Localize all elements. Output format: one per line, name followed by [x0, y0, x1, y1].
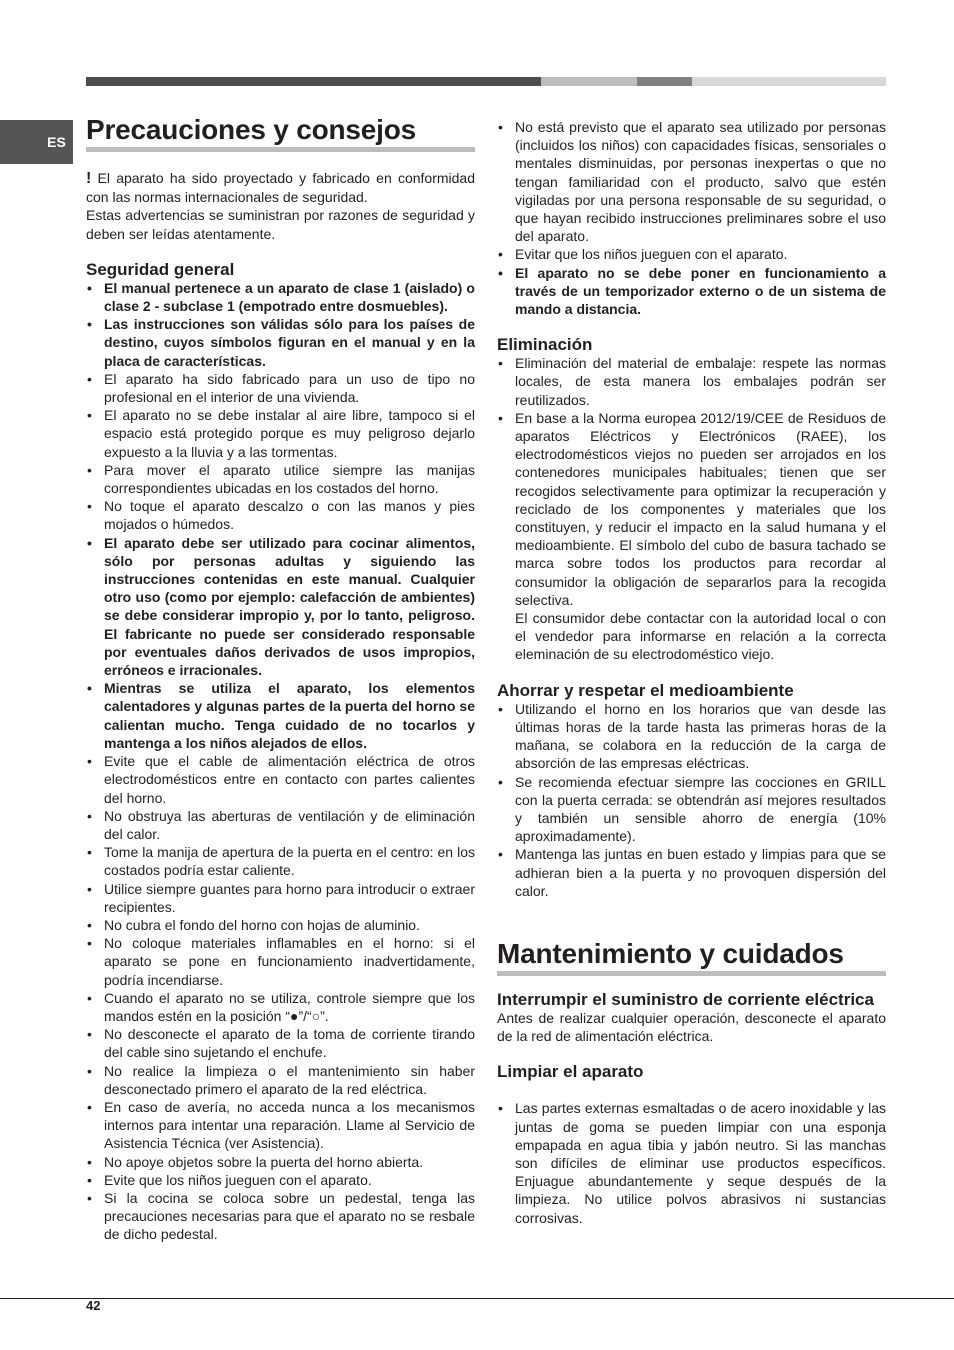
disposal-note: El consumidor debe contactar con la autoridad local o con el vendedor para informarse en relación a la correcta eleminación de su electrodoméstico viejo.: [515, 610, 886, 663]
list-item: [86, 1062, 475, 1098]
bullet-icon: •: [498, 119, 503, 135]
list-item-text: Eliminación del material de embalaje: respete las normas locales, de esta manera los embalajes podrán ser reutilizados.: [515, 355, 886, 408]
list-item-text: Las partes externas esmaltadas o de acero inoxidable y las juntas de goma se pueden limpiar con una esponja empapada en agua tibia y jabón neutro. Si las manchas son difíciles de eliminar use productos específicos. Enjuague abundantemente y seque después de la limpieza. No utilice polvos abrasivos ni sustancias corrosivas.: [515, 1100, 886, 1226]
list-item-text: Cuando el aparato no se utiliza, controle siempre que los mandos estén en la posición “●”/“○”.: [104, 989, 475, 1024]
list-item: [86, 497, 475, 533]
list-item-text: No obstruya las aberturas de ventilación y de eliminación del calor.: [104, 807, 475, 842]
list-item-text: Para mover el aparato utilice siempre las manijas correspondientes ubicadas en los costados del horno.: [104, 461, 475, 497]
list-item-text: El aparato no se debe instalar al aire libre, tampoco si el espacio está protegido porque es muy peligroso dejarlo expuesto a la lluvia y a las tormentas.: [104, 407, 475, 460]
list-item: [497, 118, 886, 245]
list-item-text: Tome la manija de apertura de la puerta en el centro: en los costados podría estar caliente.: [104, 844, 475, 879]
list-item: [86, 752, 475, 807]
list-item: [86, 461, 475, 497]
cleaning-list: [497, 1099, 886, 1226]
section-title-precautions: Precauciones y consejos: [86, 113, 475, 152]
intro-paragraph-2: Estas advertencias se suministran por razones de seguridad y deben ser leídas atentamente.: [86, 207, 475, 242]
intro-paragraph: [86, 169, 475, 206]
bullet-icon: •: [498, 700, 503, 717]
header-color-bar: [86, 77, 886, 86]
safety-list: [86, 279, 475, 1244]
list-item-text: Evite que los niños jueguen con el aparato.: [104, 1171, 372, 1188]
bullet-icon: •: [87, 880, 92, 897]
bullet-icon: •: [87, 753, 92, 770]
header-bar-segment-dark: [86, 77, 541, 86]
bullet-icon: •: [498, 246, 503, 263]
list-item: [86, 1153, 475, 1171]
list-item-text: No toque el aparato descalzo o con las manos y pies mojados o húmedos.: [104, 498, 475, 533]
bullet-icon: •: [498, 846, 503, 863]
list-item: [86, 370, 475, 406]
bullet-icon: •: [498, 773, 503, 790]
list-item-text: El aparato no se debe poner en funcionamiento a través de un temporizador externo o de un sistema de mando a distancia.: [515, 264, 886, 318]
bullet-icon: •: [498, 1100, 503, 1117]
bullet-icon: •: [87, 316, 92, 333]
list-item-text: Mantenga las juntas en buen estado y limpias para que se adhieran bien a la puerta y no provoquen dispersión del calor.: [515, 846, 886, 899]
left-column: [86, 113, 475, 1244]
list-item-text: El aparato ha sido fabricado para un uso de tipo no profesional en el interior de una vivienda.: [104, 370, 475, 406]
list-item-text: En base a la Norma europea 2012/19/CEE de Residuos de aparatos Eléctricos y Electrónicos (RAEE), los electrodomésticos viejos no pueden ser arrojados en los contenedores municipales habituales; tienen que ser recogidos selectivamente para optimizar la recuperación y reciclado de los componentes y materiales que los constituyen, y reducir el impacto en la salud humana y el medioambiente. El símbolo del cubo de basura tachado se marca sobre todos los productos para recordar al consumidor la obligación de separarlos para la recogida selectiva.: [515, 409, 886, 608]
list-item: [86, 880, 475, 916]
right-column: [497, 118, 886, 1227]
power-off-text: Antes de realizar cualquier operación, desconecte el aparato de la red de alimentación eléctrica.: [497, 1009, 886, 1045]
list-item: [86, 279, 475, 315]
list-item: [497, 245, 886, 263]
list-item-text: No desconecte el aparato de la toma de corriente tirando del cable sino sujetando el enchufe.: [104, 1026, 475, 1061]
header-bar-segment-mid: [637, 77, 692, 86]
list-item: [497, 1099, 886, 1226]
list-item: [86, 807, 475, 843]
bullet-icon: •: [87, 989, 92, 1006]
bullet-icon: •: [87, 461, 92, 478]
bullet-icon: •: [87, 935, 92, 952]
list-item: [497, 354, 886, 409]
heading-environment: Ahorrar y respetar el medioambiente: [497, 680, 794, 700]
list-item: [497, 845, 886, 900]
bullet-icon: •: [87, 370, 92, 387]
list-item: [86, 534, 475, 680]
bullet-icon: •: [87, 680, 92, 697]
list-item-text: No está previsto que el aparato sea utilizado por personas (incluidos los niños) con capacidades físicas, sensoriales o mentales disminuidas, por personas inexpertas o que no tengan familiaridad con el producto, salvo que estén vigiladas por una persona responsable de su seguridad, o que hayan recibido instrucciones preliminares sobre el uso del aparato.: [515, 119, 886, 245]
disposal-list: [497, 354, 886, 609]
list-item-text: En caso de avería, no acceda nunca a los mecanismos internos para intentar una reparación. Llame al Servicio de Asistencia Técnica (ver Asistencia).: [104, 1098, 475, 1152]
header-bar-segment-pale: [692, 77, 886, 86]
list-item: [86, 1025, 475, 1061]
heading-general-safety: Seguridad general: [86, 259, 235, 279]
list-item-text: El manual pertenece a un aparato de clase 1 (aislado) o clase 2 - subclase 1 (empotrado entre dosmuebles).: [104, 279, 475, 315]
list-item-text: Se recomienda efectuar siempre las cocciones en GRILL con la puerta cerrada: se obtendrán así mejores resultados y también un sensible ahorro de energía (10% aproximadamente).: [515, 773, 886, 845]
list-item-text: El aparato debe ser utilizado para cocinar alimentos, sólo por personas adultas y siguiendo las instrucciones contenidas en este manual. Cualquier otro uso (como por ejemplo: calefacción de ambientes) se debe considerar impropio y, por lo tanto, peligroso. El fabricante no puede ser considerado responsable por eventuales daños derivados de usos impropios, erróneos e irracionales.: [104, 534, 475, 679]
bullet-icon: •: [498, 409, 503, 426]
list-item-text: No apoye objetos sobre la puerta del horno abierta.: [104, 1153, 424, 1170]
intro-text: El aparato ha sido proyectado y fabricado en conformidad con las normas internacionales de seguridad.: [86, 170, 475, 206]
list-item-text: Utilice siempre guantes para horno para introducir o extraer recipientes.: [104, 880, 475, 915]
list-item: [86, 934, 475, 989]
language-tab: ES: [0, 120, 73, 164]
bullet-icon: •: [498, 264, 503, 281]
bullet-icon: •: [87, 279, 92, 296]
list-item-text: Utilizando el horno en los horarios que van desde las últimas horas de la tarde hasta las primeras horas de la mañana, se colabora en la reducción de la carga de absorción de las empresas eléctricas.: [515, 700, 886, 772]
bullet-icon: •: [87, 407, 92, 424]
bullet-icon: •: [87, 916, 92, 933]
bullet-icon: •: [87, 1189, 92, 1206]
list-item-text: No realice la limpieza o el mantenimiento sin haber desconectado primero el aparato de la red eléctrica.: [104, 1062, 475, 1097]
list-item-text: Mientras se utiliza el aparato, los elementos calentadores y algunas partes de la puerta del horno se calientan mucho. Tenga cuidado de no tocarlos y mantenga a los niños alejados de ellos.: [104, 680, 475, 751]
list-item: [86, 989, 475, 1025]
header-bar-segment-light: [541, 77, 637, 86]
bullet-icon: •: [87, 807, 92, 824]
bullet-icon: •: [87, 1026, 92, 1043]
list-item: [86, 315, 475, 370]
bullet-icon: •: [498, 355, 503, 372]
page-number: 42: [86, 1298, 101, 1313]
list-item-text: Evitar que los niños jueguen con el aparato.: [515, 246, 788, 263]
list-item: [86, 406, 475, 461]
bullet-icon: •: [87, 844, 92, 861]
heading-power-off: Interrumpir el suministro de corriente eléctrica: [497, 989, 874, 1009]
list-item: [86, 843, 475, 879]
heading-cleaning: Limpiar el aparato: [497, 1062, 644, 1082]
section-title-maintenance: Mantenimiento y cuidados: [497, 937, 886, 976]
list-item-text: Evite que el cable de alimentación eléctrica de otros electrodomésticos entre en contacto con partes calientes del horno.: [104, 753, 475, 806]
list-item-text: Las instrucciones son válidas sólo para los países de destino, cuyos símbolos figuran en el manual y en la placa de características.: [104, 316, 475, 369]
list-item-text: Si la cocina se coloca sobre un pedestal, tenga las precauciones necesarias para que el aparato no se resbale de dicho pedestal.: [104, 1189, 475, 1243]
list-item: [497, 409, 886, 609]
list-item: [86, 1098, 475, 1153]
bullet-icon: •: [87, 534, 92, 551]
list-item: [497, 700, 886, 773]
list-item-text: No coloque materiales inflamables en el horno: si el aparato se pone en funcionamiento inadvertidamente, podría incendiarse.: [104, 935, 475, 988]
warning-icon: !: [86, 170, 92, 187]
footer-rule: [0, 1298, 954, 1299]
list-item: [497, 264, 886, 319]
list-item: [86, 1171, 475, 1189]
right-top-list: [497, 118, 886, 318]
bullet-icon: •: [87, 498, 92, 515]
bullet-icon: •: [87, 1098, 92, 1115]
heading-disposal: Eliminación: [497, 335, 593, 355]
list-item: [497, 773, 886, 846]
list-item-text: No cubra el fondo del horno con hojas de aluminio.: [104, 916, 420, 933]
list-item: [86, 1189, 475, 1244]
environment-list: [497, 700, 886, 900]
bullet-icon: •: [87, 1153, 92, 1170]
list-item: [86, 679, 475, 752]
bullet-icon: •: [87, 1062, 92, 1079]
list-item: [86, 916, 475, 934]
bullet-icon: •: [87, 1171, 92, 1188]
